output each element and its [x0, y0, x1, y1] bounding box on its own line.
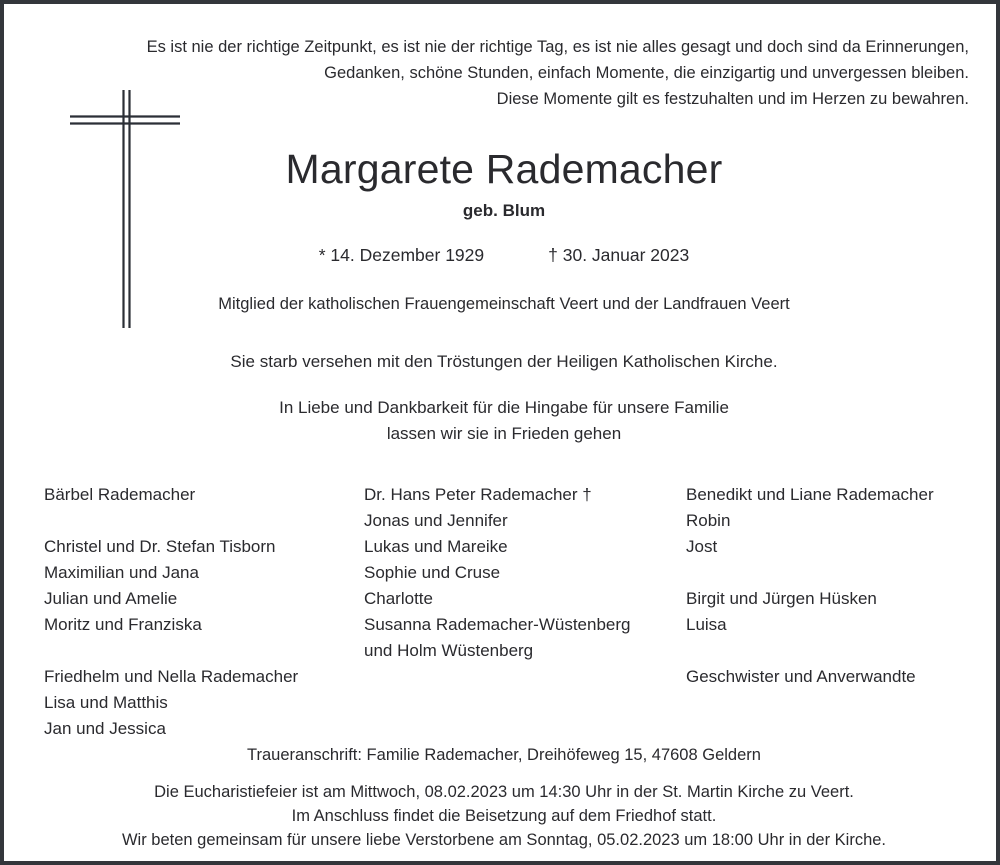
mourner-line: Robin — [686, 511, 731, 530]
mourner-line: Geschwister und Anverwandte — [686, 667, 916, 686]
mourner-spacer — [44, 638, 354, 664]
mourner-line: Lukas und Mareike — [364, 537, 508, 556]
mourner-line: Christel und Dr. Stefan Tisborn — [44, 537, 276, 556]
mourner-line: und Holm Wüstenberg — [364, 641, 534, 660]
mourner-line: Dr. Hans Peter Rademacher † — [364, 485, 592, 504]
dedication-line: lassen wir sie in Frieden gehen — [386, 424, 622, 443]
verse-line: Gedanken, schöne Stunden, einfach Momente, die einzigartig und unvergessen bleiben. — [324, 64, 969, 82]
life-dates — [4, 243, 1000, 267]
dedication-line: In Liebe und Dankbarkeit für die Hingabe für unsere Familie — [279, 398, 729, 417]
deceased-name: Margarete Rademacher — [285, 146, 723, 192]
mourner-spacer — [686, 638, 986, 664]
mourner-spacer — [686, 560, 986, 586]
service-line: Die Eucharistiefeier ist am Mittwoch, 08.02.2023 um 14:30 Uhr in der St. Martin Kirche zu Veert. — [154, 783, 854, 801]
mourning-address: Traueranschrift: Familie Rademacher, Dreihöfeweg 15, 47608 Geldern — [247, 746, 761, 764]
mourner-line: Maximilian und Jana — [44, 563, 199, 582]
mourner-line: Susanna Rademacher-Wüstenberg — [364, 615, 631, 634]
service-line: Wir beten gemeinsam für unsere liebe Verstorbene am Sonntag, 05.02.2023 um 18:00 Uhr in der Kirche. — [121, 831, 887, 849]
mourner-line: Luisa — [686, 615, 727, 634]
membership-line: Mitglied der katholischen Frauengemeinschaft Veert und der Landfrauen Veert — [218, 295, 790, 313]
birth-date: * 14. Dezember 1929 — [318, 245, 485, 265]
mourner-line: Moritz und Franziska — [44, 615, 202, 634]
memorial-verse — [64, 34, 969, 112]
mourners-column-right — [686, 482, 986, 690]
mourner-line: Friedhelm und Nella Rademacher — [44, 667, 299, 686]
mourners-section — [4, 482, 1000, 738]
mourner-line: Jonas und Jennifer — [364, 511, 508, 530]
maiden-name: geb. Blum — [462, 201, 546, 220]
mourner-line: Lisa und Matthis — [44, 693, 168, 712]
mourner-line: Benedikt und Liane Rademacher — [686, 485, 934, 504]
mourner-line: Charlotte — [364, 589, 433, 608]
verse-line: Es ist nie der richtige Zeitpunkt, es ist nie der richtige Tag, es ist nie alles gesagt und doch sind da Erinnerungen, — [146, 38, 969, 56]
sacrament-line: Sie starb versehen mit den Tröstungen der Heiligen Katholischen Kirche. — [230, 352, 778, 371]
mourner-line: Bärbel Rademacher — [44, 485, 196, 504]
service-line: Im Anschluss findet die Beisetzung auf dem Friedhof statt. — [291, 807, 717, 825]
death-date: † 30. Januar 2023 — [548, 245, 690, 265]
dedication-text — [4, 395, 1000, 447]
mourners-column-left — [44, 482, 354, 742]
mourner-line: Jan und Jessica — [44, 719, 166, 738]
mourner-line: Sophie und Cruse — [364, 563, 501, 582]
mourner-line: Birgit und Jürgen Hüsken — [686, 589, 877, 608]
service-details — [4, 780, 1000, 852]
mourner-line: Jost — [686, 537, 718, 556]
mourner-line: Julian und Amelie — [44, 589, 178, 608]
mourner-spacer — [44, 508, 354, 534]
mourners-column-middle — [364, 482, 676, 664]
verse-line: Diese Momente gilt es festzuhalten und im Herzen zu bewahren. — [496, 90, 969, 108]
